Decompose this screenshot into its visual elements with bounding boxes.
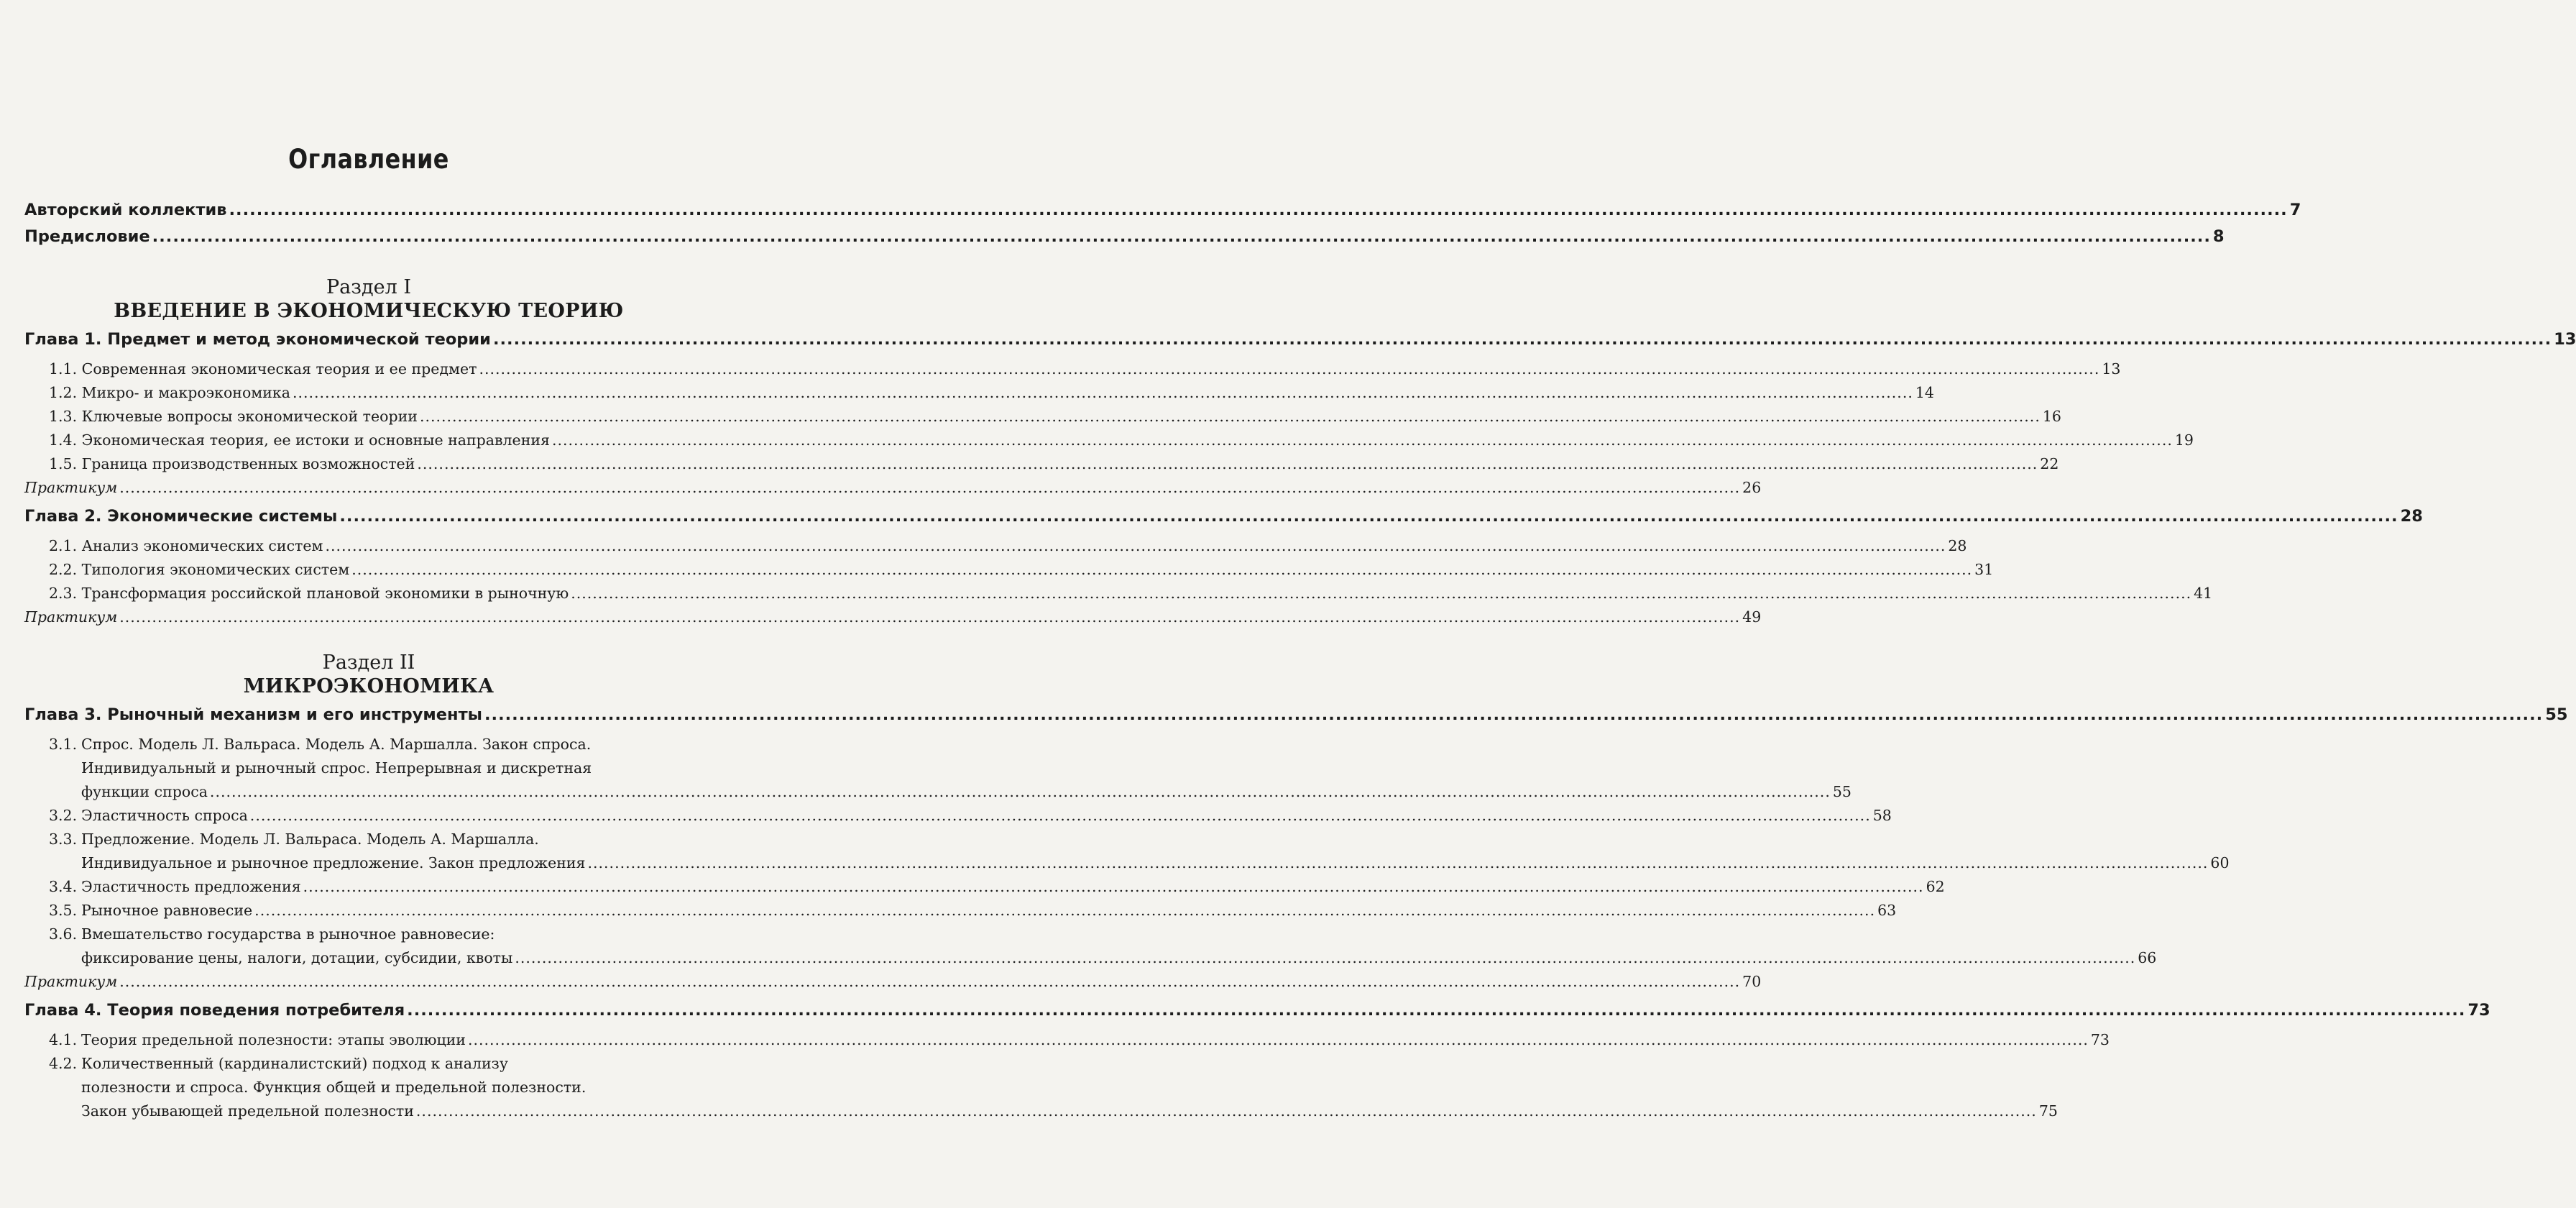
- item-text-line: фиксирование цены, налоги, дотации, субсидии, квоты: [81, 949, 513, 966]
- chapter-label: Глава 1. Предмет и метод экономической теории: [24, 330, 491, 349]
- dot-leader: ............................................................................................................................................................................................................................................................................................................: [407, 1001, 2466, 1020]
- item-number: 1.3.: [49, 408, 78, 425]
- toc-entry-label: Предисловие: [24, 227, 150, 246]
- dot-leader: ............................................................................................................................................................................................................................................................................................................: [417, 455, 2038, 472]
- item-number: 1.2.: [49, 384, 78, 401]
- item-text-line: Предложение. Модель Л. Вальраса. Модель А. Маршалла.: [81, 830, 539, 848]
- toc-item-2-3[interactable]: [24, 582, 2213, 605]
- toc-practicum-2[interactable]: [24, 605, 1762, 629]
- toc-page-number: 60: [2210, 854, 2230, 871]
- toc-page-number: 58: [1872, 807, 1892, 824]
- toc-item-1-2[interactable]: [24, 381, 1934, 405]
- item-number: 2.1.: [49, 537, 78, 554]
- item-number: 3.4.: [49, 878, 78, 895]
- section-heading: [24, 651, 713, 698]
- item-text-line: Количественный (кардиналистский) подход к анализу: [81, 1055, 508, 1072]
- item-text-line: Индивидуальный и рыночный спрос. Непрерывная и дискретная: [81, 759, 592, 777]
- toc-practicum-1[interactable]: [24, 476, 1762, 500]
- item-text: Трансформация российской плановой экономики в рыночную: [81, 585, 569, 602]
- item-number: 3.5.: [49, 902, 78, 919]
- toc-item-3-4[interactable]: [24, 875, 1945, 899]
- toc-page-number: 75: [2038, 1102, 2058, 1120]
- toc-chapter-1[interactable]: [24, 330, 2576, 357]
- item-number: 3.2.: [49, 807, 78, 824]
- toc-practicum-3[interactable]: [24, 970, 1762, 994]
- toc-page-number: 55: [2545, 705, 2568, 724]
- toc-page-number: 70: [1742, 973, 1762, 990]
- item-number: 3.6.: [49, 925, 78, 943]
- toc-item-3-2[interactable]: [24, 804, 1892, 828]
- section-name: МИКРОЭКОНОМИКА: [243, 675, 494, 697]
- toc-page-number: 22: [2040, 455, 2059, 472]
- chapter-label: Глава 2. Экономические системы: [24, 507, 338, 526]
- toc-page-number: 13: [2102, 360, 2121, 378]
- item-number: 1.4.: [49, 431, 78, 449]
- item-number: 1.5.: [49, 455, 78, 472]
- item-number: 3.1.: [49, 736, 78, 753]
- toc-page-number: 14: [1915, 384, 1934, 401]
- item-text-line: функции спроса: [81, 783, 208, 800]
- toc-entry-authors[interactable]: [24, 201, 2301, 227]
- dot-leader: ............................................................................................................................................................................................................................................................................................................: [351, 561, 1973, 578]
- dot-leader: ............................................................................................................................................................................................................................................................................................................: [119, 479, 1741, 496]
- item-number: 2.2.: [49, 561, 78, 578]
- dot-leader: ............................................................................................................................................................................................................................................................................................................: [119, 608, 1741, 626]
- toc-page-number: 73: [2090, 1031, 2110, 1048]
- practicum-label: Практикум: [24, 973, 118, 990]
- item-text: Типология экономических систем: [81, 561, 350, 578]
- toc-item-3-1[interactable]: [24, 733, 1852, 804]
- item-text: Ключевые вопросы экономической теории: [81, 408, 418, 425]
- item-text-line: Спрос. Модель Л. Вальраса. Модель А. Маршалла. Закон спроса.: [81, 736, 592, 753]
- toc-page-number: 41: [2194, 585, 2213, 602]
- toc-item-1-4[interactable]: [24, 429, 2194, 452]
- page-title: Оглавление: [288, 144, 449, 175]
- item-text: Экономическая теория, ее истоки и основные направления: [81, 431, 550, 449]
- item-text: Современная экономическая теория и ее предмет: [81, 360, 477, 378]
- item-number: 1.1.: [49, 360, 78, 378]
- dot-leader: ............................................................................................................................................................................................................................................................................................................: [339, 507, 2398, 526]
- dot-leader: ............................................................................................................................................................................................................................................................................................................: [254, 902, 1876, 919]
- toc-page-number: 31: [1974, 561, 1994, 578]
- section-number: Раздел II: [322, 651, 415, 674]
- section-heading: [24, 275, 713, 323]
- item-text-line: Рыночное равновесие: [81, 902, 253, 919]
- toc-item-4-2[interactable]: [24, 1052, 2058, 1123]
- item-text-line: Индивидуальное и рыночное предложение. Закон предложения: [81, 854, 586, 871]
- toc-page-number: 8: [2212, 227, 2225, 246]
- dot-leader: ............................................................................................................................................................................................................................................................................................................: [419, 408, 2041, 425]
- dot-leader: ............................................................................................................................................................................................................................................................................................................: [229, 201, 2288, 219]
- toc-page-number: 7: [2289, 201, 2301, 219]
- toc-item-3-6[interactable]: [24, 923, 2157, 970]
- toc-page-number: 16: [2042, 408, 2061, 425]
- toc-item-1-3[interactable]: [24, 405, 2061, 429]
- toc-page-number: 66: [2138, 949, 2157, 966]
- dot-leader: ............................................................................................................................................................................................................................................................................................................: [571, 585, 2192, 602]
- item-text-line: Эластичность предложения: [81, 878, 301, 895]
- toc-item-2-1[interactable]: [24, 534, 1967, 558]
- toc-page-number: 55: [1832, 783, 1852, 800]
- toc-item-1-5[interactable]: [24, 452, 2059, 476]
- dot-leader: ............................................................................................................................................................................................................................................................................................................: [119, 973, 1741, 990]
- dot-leader: ............................................................................................................................................................................................................................................................................................................: [515, 949, 2136, 966]
- item-text-line: полезности и спроса. Функция общей и предельной полезности.: [81, 1079, 586, 1096]
- dot-leader: ............................................................................................................................................................................................................................................................................................................: [551, 431, 2173, 449]
- dot-leader: ............................................................................................................................................................................................................................................................................................................: [325, 537, 1946, 554]
- toc-chapter-4[interactable]: [24, 1001, 2490, 1028]
- chapter-label: Глава 4. Теория поведения потребителя: [24, 1001, 405, 1020]
- item-text-line: Закон убывающей предельной полезности: [81, 1102, 414, 1120]
- toc-chapter-3[interactable]: [24, 705, 2568, 733]
- toc-item-2-2[interactable]: [24, 558, 1994, 582]
- dot-leader: ............................................................................................................................................................................................................................................................................................................: [303, 878, 1924, 895]
- chapter-label: Глава 3. Рыночный механизм и его инструменты: [24, 705, 482, 724]
- toc-chapter-2[interactable]: [24, 507, 2423, 534]
- item-text-line: Эластичность спроса: [81, 807, 248, 824]
- toc-page-number: 28: [2400, 507, 2423, 526]
- toc-page-number: 62: [1926, 878, 1945, 895]
- toc-page-number: 63: [1877, 902, 1897, 919]
- item-text: Анализ экономических систем: [81, 537, 323, 554]
- item-number: 3.3.: [49, 830, 78, 848]
- toc-page-number: 19: [2174, 431, 2194, 449]
- dot-leader: ............................................................................................................................................................................................................................................................................................................: [492, 330, 2552, 349]
- item-number: 4.1.: [49, 1031, 78, 1048]
- dot-leader: ............................................................................................................................................................................................................................................................................................................: [209, 783, 1831, 800]
- toc-item-1-1[interactable]: [24, 357, 2121, 381]
- item-text: Микро- и макроэкономика: [81, 384, 290, 401]
- toc-entry-preface[interactable]: [24, 227, 2225, 254]
- dot-leader: ............................................................................................................................................................................................................................................................................................................: [292, 384, 1913, 401]
- dot-leader: ............................................................................................................................................................................................................................................................................................................: [415, 1102, 2037, 1120]
- practicum-label: Практикум: [24, 608, 118, 626]
- toc-item-4-1[interactable]: [24, 1028, 2110, 1052]
- item-text: Граница производственных возможностей: [81, 455, 415, 472]
- dot-leader: ............................................................................................................................................................................................................................................................................................................: [587, 854, 2209, 871]
- dot-leader: ............................................................................................................................................................................................................................................................................................................: [479, 360, 2100, 378]
- dot-leader: ............................................................................................................................................................................................................................................................................................................: [484, 705, 2544, 724]
- dot-leader: ............................................................................................................................................................................................................................................................................................................: [467, 1031, 2089, 1048]
- dot-leader: ............................................................................................................................................................................................................................................................................................................: [152, 227, 2211, 246]
- item-text-line: Теория предельной полезности: этапы эволюции: [81, 1031, 466, 1048]
- toc-page-number: 73: [2467, 1001, 2490, 1020]
- toc-item-3-5[interactable]: [24, 899, 1897, 923]
- dot-leader: ............................................................................................................................................................................................................................................................................................................: [249, 807, 1871, 824]
- toc-page-number: 13: [2554, 330, 2576, 349]
- item-number: 2.3.: [49, 585, 78, 602]
- section-name: ВВЕДЕНИЕ В ЭКОНОМИЧЕСКУЮ ТЕОРИЮ: [114, 300, 624, 322]
- toc-page-number: 49: [1742, 608, 1762, 626]
- toc-item-3-3[interactable]: [24, 828, 2230, 875]
- item-text-line: Вмешательство государства в рыночное равновесие:: [81, 925, 495, 943]
- practicum-label: Практикум: [24, 479, 118, 496]
- item-number: 4.2.: [49, 1055, 78, 1072]
- toc-page-number: 26: [1742, 479, 1762, 496]
- toc-entry-label: Авторский коллектив: [24, 201, 227, 219]
- toc-page-number: 28: [1948, 537, 1967, 554]
- section-number: Раздел I: [326, 276, 411, 298]
- toc-page: [24, 144, 2576, 1123]
